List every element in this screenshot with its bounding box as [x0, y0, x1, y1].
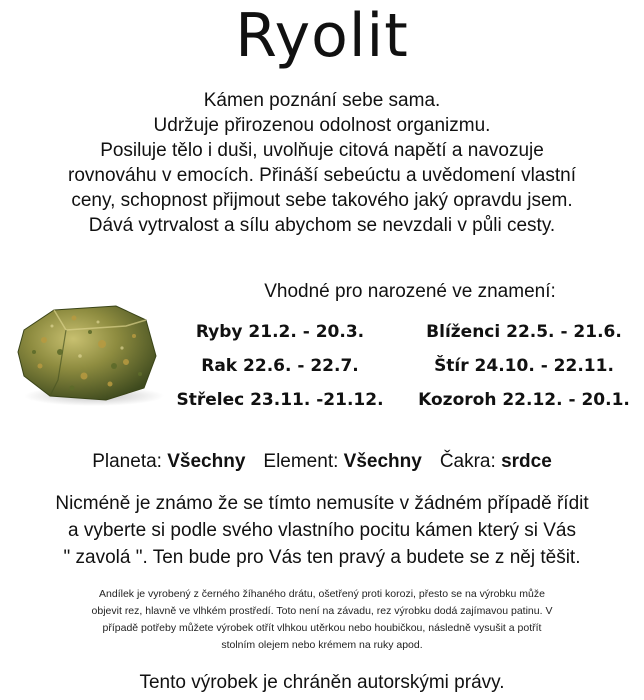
intro-text: [0, 88, 644, 238]
intro-line: ceny, schopnost přijmout sebe takového jaký opravdu jsem.: [71, 190, 573, 211]
copyright-notice: Tento výrobek je chráněn autorskými právy.: [139, 672, 505, 693]
ryolite-stone-image: [14, 296, 166, 408]
zodiac-heading: Vhodné pro narozené ve znamení:: [264, 281, 556, 302]
zodiac-row: [168, 383, 644, 417]
care-line: stolním olejem nebo krémem na ruky apod.: [221, 639, 423, 651]
zodiac-row: [168, 315, 644, 349]
disclaimer-note: [0, 490, 644, 571]
intro-line: Kámen poznání sebe sama.: [203, 90, 441, 111]
element-value: Všechny: [343, 451, 422, 472]
zodiac-sign: Rak 22.6. - 22.7.: [201, 356, 359, 376]
planet-label: Planeta:: [92, 451, 162, 472]
stone-properties: [0, 450, 644, 474]
note-line: " zavolá ". Ten bude pro Vás ten pravý a budete se z něj těšit.: [63, 547, 581, 568]
chakra-label: Čakra:: [439, 451, 496, 472]
chakra-value: srdce: [501, 451, 552, 472]
zodiac-table: [168, 315, 644, 417]
intro-line: Udržuje přirozenou odolnost organizmu.: [153, 115, 491, 136]
note-line: Nicméně je známo že se tímto nemusíte v žádném případě řídit: [55, 493, 589, 514]
zodiac-sign: Ryby 21.2. - 20.3.: [195, 322, 365, 342]
zodiac-row: [168, 349, 644, 383]
zodiac-sign: Blíženci 22.5. - 21.6.: [426, 322, 622, 342]
care-instructions: [60, 586, 584, 654]
planet-value: Všechny: [167, 451, 246, 472]
zodiac-sign: Štír 24.10. - 22.11.: [434, 356, 614, 376]
zodiac-sign: Střelec 23.11. -21.12.: [176, 390, 384, 410]
care-line: Andílek je vyrobený z černého žíhaného drátu, ošetřený proti korozi, přesto se na výrobku může: [99, 588, 545, 600]
intro-line: Posiluje tělo i duši, uvolňuje citová napětí a navozuje: [100, 140, 544, 161]
note-line: a vyberte si podle svého vlastního pocitu kámen který si Vás: [68, 520, 576, 541]
zodiac-sign: Kozoroh 22.12. - 20.1.: [418, 390, 630, 410]
page-title: Ryolit: [235, 1, 409, 71]
intro-line: rovnováhu v emocích. Přináší sebeúctu a uvědomení vlastní: [68, 165, 576, 186]
intro-line: Dává vytrvalost a sílu abychom se nevzdali v půli cesty.: [88, 215, 556, 236]
care-line: případě potřeby můžete výrobek otřít vlhkou utěrkou nebo houbičkou, následně vysušit a potřít: [102, 622, 542, 634]
element-label: Element:: [263, 451, 339, 472]
care-line: objevit rez, hlavně ve vlhkém prostředí. Toto není na závadu, rez výrobku dodá zajímavou patinu. V: [91, 605, 553, 617]
